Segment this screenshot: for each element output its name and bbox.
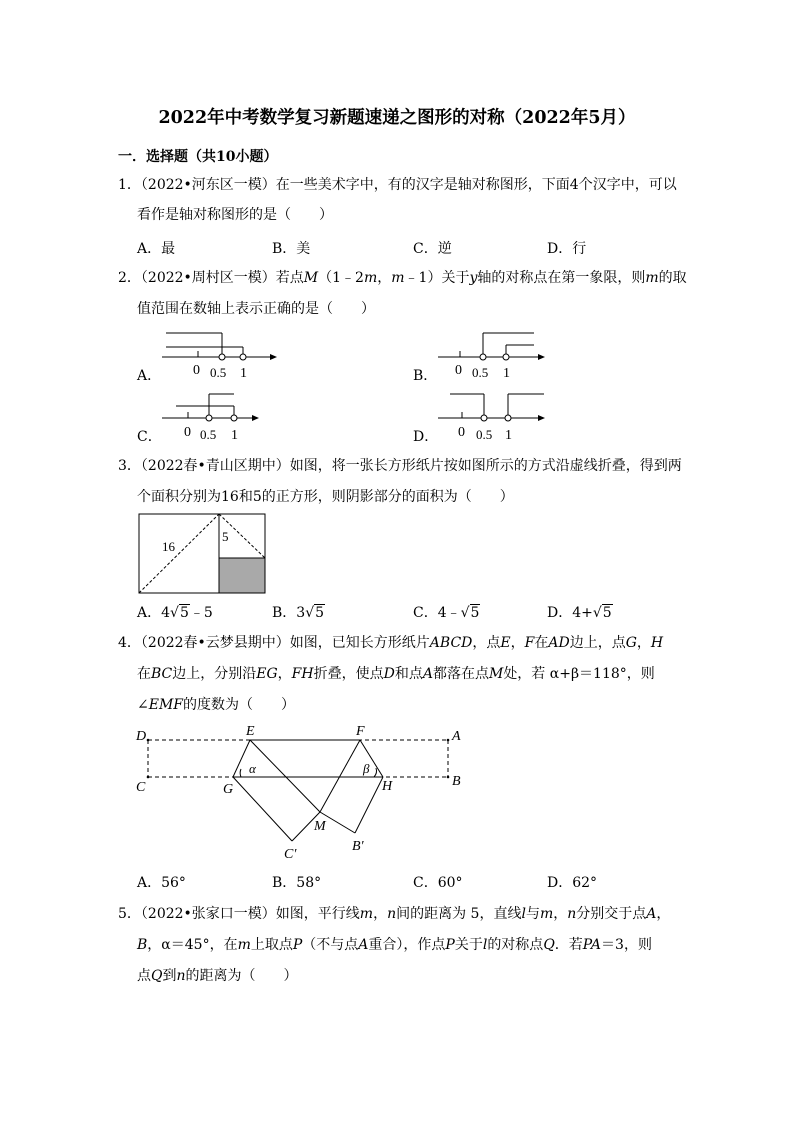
q3-option-c: C．4﹣√5 — [413, 605, 480, 621]
svg-text:C: C — [136, 780, 146, 795]
q2-numberline-d — [436, 389, 556, 445]
label-5: 5 — [222, 529, 229, 544]
svg-text:α: α — [249, 761, 256, 776]
svg-text:0: 0 — [184, 425, 191, 440]
tick-label-1: 1 — [240, 366, 247, 381]
q4-option-d: D．62° — [547, 875, 598, 891]
svg-text:C′: C′ — [284, 847, 297, 862]
q2-numberline-b — [436, 328, 556, 384]
q2-line2: 值范围在数轴上表示正确的是（ ） — [137, 301, 375, 317]
svg-text:F: F — [356, 724, 365, 739]
q4-option-c: C．60° — [413, 875, 463, 891]
svg-text:β: β — [363, 761, 370, 776]
q5-line1: 5．（2022•张家口一模）如图，平行线m，n间的距离为 5，直线l与m，n分别交于点A， — [118, 906, 671, 922]
q1-option-b: B．美 — [272, 241, 311, 257]
svg-text:E: E — [246, 724, 255, 739]
tick-label-0-5: 0.5 — [210, 365, 227, 380]
svg-text:0: 0 — [458, 425, 465, 440]
svg-text:G: G — [223, 782, 234, 797]
q3-option-d: D．4+√5 — [547, 605, 612, 621]
q2-option-b: B． — [413, 368, 438, 384]
q4-line1: 4．（2022春•云梦县期中）如图，已知长方形纸片ABCD，点E，F在AD边上，点G，H — [118, 635, 664, 651]
svg-text:B′: B′ — [352, 839, 364, 854]
page-title: 2022年中考数学复习新题速递之图形的对称（2022年5月） — [158, 108, 636, 128]
svg-text:1: 1 — [503, 366, 510, 381]
q3-figure — [138, 513, 268, 595]
svg-text:1: 1 — [505, 428, 512, 443]
q2-option-c: C． — [137, 429, 162, 445]
q1-option-a: A．最 — [137, 241, 176, 257]
q5-line3: 点Q到n的距离为（ ） — [137, 968, 298, 984]
section-heading: 一．选择题（共10小题） — [118, 149, 278, 165]
q3-option-a: A．4√5﹣5 — [137, 605, 213, 621]
svg-text:0.5: 0.5 — [472, 365, 489, 380]
svg-text:B: B — [452, 774, 461, 789]
q5-line2: B，α＝45°，在m上取点P（不与点A重合），作点P关于l的对称点Q．若PA＝3，则 — [137, 937, 652, 953]
shaded-region — [219, 558, 265, 593]
svg-text:A: A — [452, 729, 461, 744]
tick-label-0: 0 — [193, 363, 200, 378]
q1-line2: 看作是轴对称图形的是（ ） — [137, 207, 333, 223]
label-16: 16 — [162, 539, 175, 554]
q2-line1: 2．（2022•周村区一模）若点M（1﹣2m，m﹣1）关于y轴的对称点在第一象限，则m的取 — [118, 270, 687, 286]
svg-text:1: 1 — [231, 428, 238, 443]
q2-numberline-a — [160, 328, 280, 384]
q1-option-c: C．逆 — [413, 241, 452, 257]
q2-numberline-c — [160, 389, 270, 445]
svg-text:0: 0 — [455, 363, 462, 378]
q4-option-b: B．58° — [272, 875, 322, 891]
svg-text:M: M — [314, 819, 326, 834]
q4-line3: ∠EMF的度数为（ ） — [137, 697, 296, 713]
q3-line2: 个面积分别为16和5的正方形，则阴影部分的面积为（ ） — [137, 489, 514, 505]
q4-figure — [130, 720, 475, 865]
svg-text:0.5: 0.5 — [476, 427, 493, 442]
svg-text:H: H — [382, 779, 393, 794]
q2-option-a: A． — [137, 368, 162, 384]
q1-line1: 1．（2022•河东区一模）在一些美术字中，有的汉字是轴对称图形，下面4个汉字中，可以 — [118, 177, 677, 193]
q3-line1: 3．（2022春•青山区期中）如图，将一张长方形纸片按如图所示的方式沿虚线折叠，得到两 — [118, 458, 682, 474]
q3-option-b: B．3√5 — [272, 605, 325, 621]
q1-option-d: D．行 — [547, 241, 587, 257]
q4-line2: 在BC边上，分别沿EG，FH折叠，使点D和点A都落在点M处，若 α+β＝118°，则 — [137, 666, 655, 682]
svg-text:D: D — [136, 729, 147, 744]
q2-option-d: D． — [413, 429, 439, 445]
svg-text:0.5: 0.5 — [200, 427, 217, 442]
q4-option-a: A．56° — [137, 875, 186, 891]
